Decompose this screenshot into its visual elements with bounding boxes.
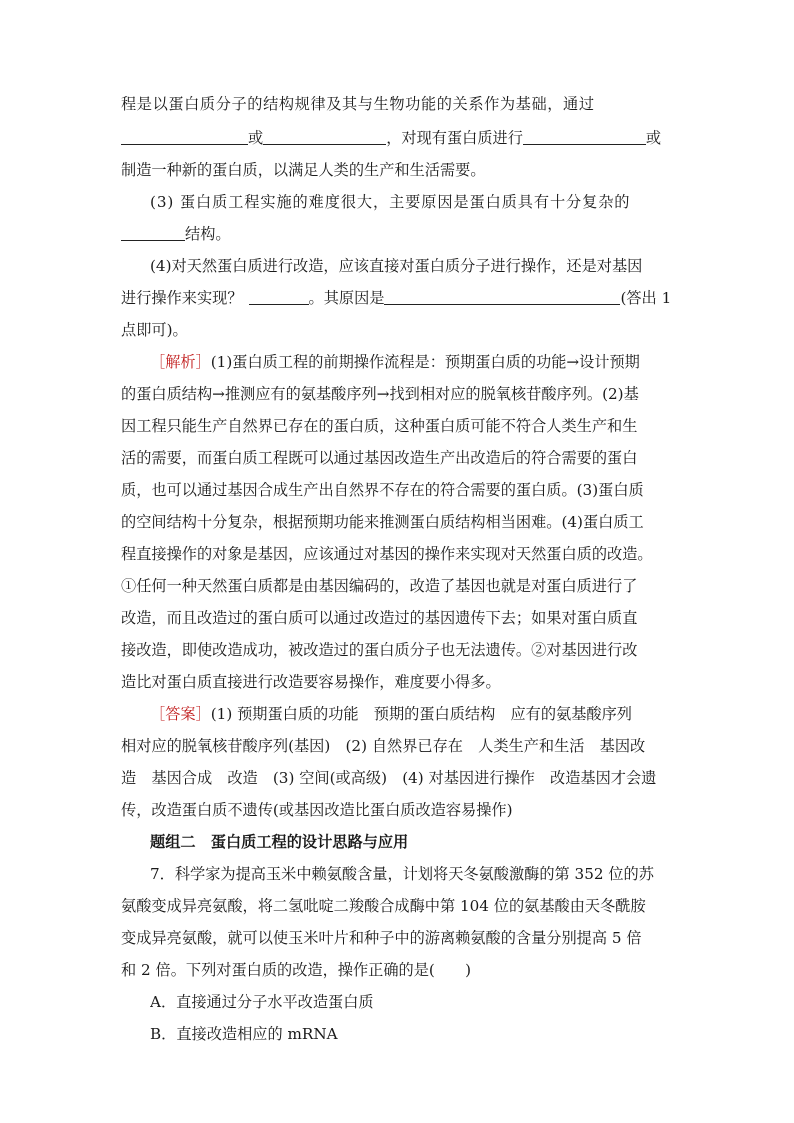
question-line: 氨酸变成异亮氨酸，将二氢吡啶二羧酸合成酶中第 104 位的氨基酸由天冬酰胺	[121, 897, 646, 915]
paragraph-line: 制造一种新的蛋白质，以满足人类的生产和生活需要。	[121, 161, 486, 179]
question-line: 变成异亮氨酸，就可以使玉米叶片和种子中的游离赖氨酸的含量分别提高 5 倍	[121, 929, 642, 947]
answer-line: 造 基因合成 改造 (3) 空间(或高级) (4) 对基因进行操作 改造基因才会遗	[121, 769, 657, 787]
blank-field[interactable]	[121, 225, 185, 241]
paragraph-line: 点即可)。	[121, 321, 188, 339]
answer-line: 相对应的脱氧核苷酸序列(基因) (2) 自然界已存在 人类生产和生活 基因改	[121, 737, 646, 755]
paragraph-line: 程是以蛋白质分子的结构规律及其与生物功能的关系作为基础，通过	[121, 95, 595, 113]
text: ，对现有蛋白质进行	[386, 129, 523, 147]
answer-line: 传，改造蛋白质不遗传(或基因改造比蛋白质改造容易操作)	[121, 801, 513, 819]
paragraph-line: (4)对天然蛋白质进行改造，应该直接对蛋白质分子进行操作，还是对基因	[150, 257, 643, 275]
analysis-line: 质，也可以通过基因合成生产出自然界不存在的符合需要的蛋白质。(3)蛋白质	[121, 481, 644, 499]
option-a[interactable]: A．直接通过分子水平改造蛋白质	[150, 993, 374, 1011]
text: 。其原因是	[308, 289, 385, 307]
text: 或	[645, 129, 662, 147]
text: (1)蛋白质工程的前期操作流程是：预期蛋白质的功能→设计预期	[210, 353, 640, 371]
text: (答出 1	[620, 289, 672, 307]
analysis-line: 的蛋白质结构→推测应有的氨基酸序列→找到相对应的脱氧核苷酸序列。(2)基	[121, 385, 639, 403]
text: 结构。	[185, 225, 231, 243]
analysis-line	[150, 352, 681, 372]
text: 或	[248, 129, 264, 147]
answer-label: ［答案］	[150, 705, 211, 723]
analysis-line: 程直接操作的对象是基因，应该通过对基因的操作来实现对天然蛋白质的改造。	[121, 545, 653, 563]
paragraph-line-blanks	[121, 288, 681, 308]
analysis-line: 活的需要，而蛋白质工程既可以通过基因改造生产出改造后的符合需要的蛋白	[121, 449, 638, 467]
blank-field[interactable]	[263, 129, 386, 145]
text: (1) 预期蛋白质的功能 预期的蛋白质结构 应有的氨基酸序列	[210, 705, 632, 723]
analysis-label: ［解析］	[150, 353, 211, 371]
paragraph-line-blanks	[121, 224, 681, 244]
section-title: 题组二 蛋白质工程的设计思路与应用	[150, 833, 409, 851]
analysis-line: 接改造，即使改造成功，被改造过的蛋白质分子也无法遗传。②对基因进行改	[121, 641, 638, 659]
blank-field[interactable]	[384, 289, 620, 305]
paragraph-line: (3) 蛋白质工程实施的难度很大，主要原因是蛋白质具有十分复杂的	[150, 193, 631, 211]
analysis-line: 造比对蛋白质直接进行改造要容易操作，难度要小得多。	[121, 673, 501, 691]
blank-field[interactable]	[121, 129, 248, 145]
option-b[interactable]: B．直接改造相应的 mRNA	[150, 1025, 338, 1043]
analysis-line: 的空间结构十分复杂，根据预期功能来推测蛋白质结构相当困难。(4)蛋白质工	[121, 513, 644, 531]
question-line: 7．科学家为提高玉米中赖氨酸含量，计划将天冬氨酸激酶的第 352 位的苏	[150, 865, 654, 883]
paragraph-line-blanks	[121, 128, 681, 148]
question-line: 和 2 倍。下列对蛋白质的改造，操作正确的是( )	[121, 961, 472, 979]
analysis-line: ①任何一种天然蛋白质都是由基因编码的，改造了基因也就是对蛋白质进行了	[121, 577, 638, 595]
answer-line	[150, 704, 681, 724]
text: 进行操作来实现？	[121, 289, 243, 307]
analysis-line: 因工程只能生产自然界已存在的蛋白质，这种蛋白质可能不符合人类生产和生	[121, 417, 638, 435]
analysis-line: 改造，而且改造过的蛋白质可以通过改造过的基因遗传下去；如果对蛋白质直	[121, 609, 638, 627]
blank-field[interactable]	[523, 129, 646, 145]
blank-field[interactable]	[249, 289, 309, 305]
